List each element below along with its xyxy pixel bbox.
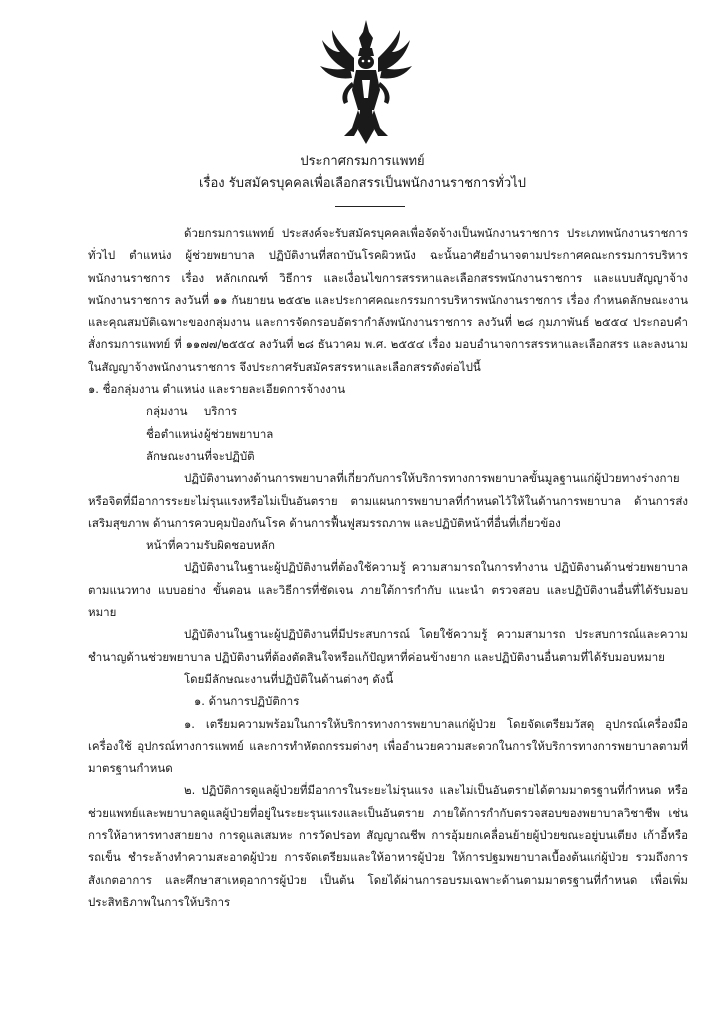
area-1-heading: ๑. ด้านการปฏิบัติการ [194,694,300,709]
duty-paragraph-b: ปฏิบัติงานในฐานะผู้ปฏิบัติงานที่มีประสบการณ์ โดยใช้ความรู้ ความสามารถ ประสบการณ์และความชำนาญด้านช่วยพยาบาล ปฏิบัติงานที่ต้องตัดสินใจหรือแก้ปัญหาที่ค่อนข้างยาก และปฏิบัติงานอื่นตามที่ได้รับมอบหมาย [88,627,688,664]
nature-paragraph: ปฏิบัติงานทางด้านการพยาบาลที่เกี่ยวกับการให้บริการทางการพยาบาลขั้นมูลฐานแก่ผู้ป่วยทางร่างกายหรือจิตที่มีอาการระยะไม่รุนแรงหรือไม่เป็นอันตราย ตามแผนการพยาบาลที่กำหนดไว้ให้ในด้านการพยาบาล ด้านการส่งเสริมสุขภาพ ด้านการควบคุมป้องกันโรค ด้านการฟื้นฟูสมรรถภาพ และปฏิบัติหน้าที่อื่นที่เกี่ยวข้อง [88,471,688,530]
item-2-paragraph: ๒. ปฏิบัติการดูแลผู้ป่วยที่มีอาการในระยะไม่รุนแรง และไม่เป็นอันตรายได้ตามมาตรฐานที่กำหนด หรือช่วยแพทย์และพยาบาลดูแลผู้ป่วยที่อยู่ในระยะรุนแรงและเป็นอันตราย ภายใต้การกำกับตรวจสอบของพยาบาลวิชาชีพ เช่น การให้อาหารทางสายยาง การดูแลเสมหะ การวัดปรอท สัญญาณชีพ การอุ้มยกเคลื่อนย้ายผู้ป่วยขณะอยู่บนเตียง เก้าอี้หรือรถเข็น ชำระล้างทำความสะอาดผู้ป่วย การจัดเตรียมและให้อาหารผู้ป่วย ให้การปฐมพยาบาลเบื้องต้นแก่ผู้ป่วย รวมถึงการสังเกตอาการ และศึกษาสาเหตุอาการผู้ป่วย เป็นต้น โดยได้ผ่านการอบรมเฉพาะด้านตามมาตรฐานที่กำหนด เพื่อเพิ่มประสิทธิภาพในการให้บริการ [88,783,688,909]
title-underline [335,206,405,207]
garuda-emblem-icon [318,18,414,146]
duty-paragraph-a: ปฏิบัติงานในฐานะผู้ปฏิบัติงานที่ต้องใช้ความรู้ ความสามารถในการทำงาน ปฏิบัติงานด้านช่วยพยาบาล ตามแนวทาง แบบอย่าง ขั้นตอน และวิธีการที่ชัดเจน ภายใต้การกำกับ แนะนำ ตรวจสอบ และปฏิบัติงานอื่นที่ได้รับมอบหมาย [88,560,688,620]
duties-heading: หน้าที่ความรับผิดชอบหลัก [146,538,275,553]
section-1-heading: ๑. ชื่อกลุ่มงาน ตำแหน่ง และรายละเอียดการจ้างงาน [88,382,346,397]
group-label: กลุ่มงาน [146,404,188,419]
group-row [88,400,688,422]
areas-heading: โดยมีลักษณะงานที่ปฏิบัติในด้านต่างๆ ดังนี้ [184,671,394,686]
nature-heading: ลักษณะงานที่จะปฏิบัติ [146,448,255,463]
item-1-paragraph: ๑. เตรียมความพร้อมในการให้บริการทางการพยาบาลแก่ผู้ป่วย โดยจัดเตรียมวัสดุ อุปกรณ์เครื่องมือ เครื่องใช้ อุปกรณ์ทางการแพทย์ และการทำหัตถกรรมต่างๆ เพื่ออำนวยความสะดวกในการให้บริการทางการพยาบาลตามที่มาตรฐานกำหนด [88,716,688,776]
position-value: ผู้ช่วยพยาบาล [204,426,274,441]
document-subject: เรื่อง รับสมัครบุคคลเพื่อเลือกสรรเป็นพนักงานราชการทั่วไป [199,176,526,191]
document-issuer: ประกาศกรมการแพทย์ [300,154,425,169]
position-label: ชื่อตำแหน่ง [146,426,204,441]
position-row [88,423,688,445]
group-value: บริการ [204,404,238,419]
document-body [88,222,688,913]
intro-paragraph: ด้วยกรมการแพทย์ ประสงค์จะรับสมัครบุคคลเพื่อจัดจ้างเป็นพนักงานราชการ ประเภทพนักงานราชการทั่วไป ตำแหน่ง ผู้ช่วยพยาบาล ปฏิบัติงานที่สถาบันโรคผิวหนัง ฉะนั้นอาศัยอำนาจตามประกาศคณะกรรมการบริหารพนักงานราชการ เรื่อง หลักเกณฑ์ วิธีการ และเงื่อนไขการสรรหาและเลือกสรรพนักงานราชการ และแบบสัญญาจ้างพนักงานราชการ ลงวันที่ ๑๑ กันยายน ๒๕๕๒ และประกาศคณะกรรมการบริหารพนักงานราชการ เรื่อง กำหนดลักษณะงานและคุณสมบัติเฉพาะของกลุ่มงาน และการจัดกรอบอัตรากำลังพนักงานราชการ ลงวันที่ ๒๘ กุมภาพันธ์ ๒๕๕๔ ประกอบคำสั่งกรมการแพทย์ ที่ ๑๑๗๗/๒๕๕๔ ลงวันที่ ๒๘ ธันวาคม พ.ศ. ๒๕๕๔ เรื่อง มอบอำนาจการสรรหาและเลือกสรร และลงนามในสัญญาจ้างพนักงานราชการ จึงประกาศรับสมัครสรรหาและเลือกสรรดังต่อไปนี้ [88,226,688,374]
